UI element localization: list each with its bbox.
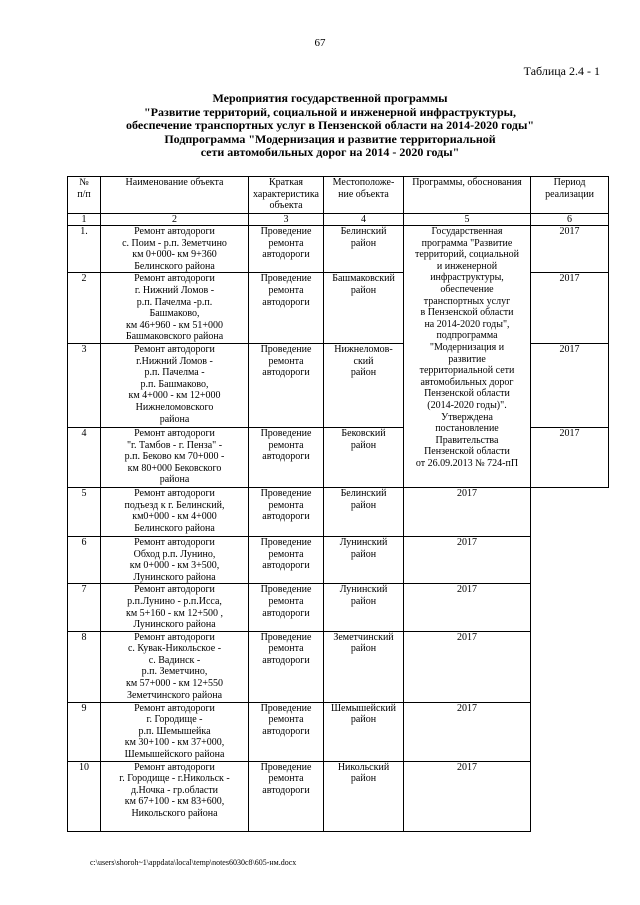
object-location: Бековский район — [324, 427, 404, 487]
table-row — [68, 536, 609, 583]
implementation-period: 2017 — [404, 536, 531, 583]
object-location: Белинский район — [324, 226, 404, 273]
table-row — [68, 226, 609, 273]
table-body — [68, 214, 609, 832]
column-number: 3 — [249, 214, 324, 226]
implementation-period: 2017 — [531, 343, 609, 427]
object-description: Проведение ремонта автодороги — [249, 427, 324, 487]
header-period: Период реализации — [531, 177, 609, 214]
object-description: Проведение ремонта автодороги — [249, 702, 324, 761]
object-name: Ремонт автодороги с. Поим - р.п. Земетчино км 0+000- км 9+360 Белинского района — [101, 226, 249, 273]
row-number: 9 — [68, 702, 101, 761]
object-location: Башмаковский район — [324, 273, 404, 344]
column-number: 2 — [101, 214, 249, 226]
object-name: Ремонт автодороги г. Нижний Ломов - р.п. Пачелма -р.п. Башмаково, км 46+960 - км 51+000 Башмаковского района — [101, 273, 249, 344]
title-line: сети автомобильных дорог на 2014 - 2020 годы" — [200, 145, 460, 159]
row-number: 4 — [68, 427, 101, 487]
object-name: Ремонт автодороги "г. Тамбов - г. Пенза" - р.п. Беково км 70+000 - км 80+000 Бековского района — [101, 427, 249, 487]
object-location: Шемышейский район — [324, 702, 404, 761]
implementation-period: 2017 — [404, 584, 531, 631]
document-title — [60, 92, 600, 160]
object-description: Проведение ремонта автодороги — [249, 584, 324, 631]
column-number: 1 — [68, 214, 101, 226]
object-location: Белинский район — [324, 487, 404, 536]
object-description: Проведение ремонта автодороги — [249, 761, 324, 831]
object-location: Земетчинский район — [324, 631, 404, 702]
table-row — [68, 487, 609, 536]
title-line: Мероприятия государственной программы — [212, 91, 448, 105]
object-description: Проведение ремонта автодороги — [249, 631, 324, 702]
column-number: 4 — [324, 214, 404, 226]
object-description: Проведение ремонта автодороги — [249, 536, 324, 583]
implementation-period: 2017 — [531, 226, 609, 273]
implementation-period: 2017 — [531, 427, 609, 487]
table-row — [68, 761, 609, 831]
header-location: Местоположе- ние объекта — [324, 177, 404, 214]
object-location: Никольский район — [324, 761, 404, 831]
column-number: 5 — [404, 214, 531, 226]
row-number: 8 — [68, 631, 101, 702]
object-name: Ремонт автодороги подъезд к г. Белинский, км0+000 - км 4+000 Белинского района — [101, 487, 249, 536]
measures-table — [67, 176, 609, 832]
object-name: Ремонт автодороги г. Городище - р.п. Шемышейка км 30+100 - км 37+000, Шемышейского района — [101, 702, 249, 761]
object-description: Проведение ремонта автодороги — [249, 343, 324, 427]
row-number: 1. — [68, 226, 101, 273]
header-row — [68, 177, 609, 214]
object-name: Ремонт автодороги Обход р.п. Лунино, км 0+000 - км 3+500, Лунинского района — [101, 536, 249, 583]
object-description: Проведение ремонта автодороги — [249, 226, 324, 273]
row-number: 10 — [68, 761, 101, 831]
page-number: 67 — [314, 37, 326, 49]
header-programs: Программы, обоснования — [404, 177, 531, 214]
implementation-period: 2017 — [404, 702, 531, 761]
table-reference: Таблица 2.4 - 1 — [523, 64, 600, 78]
row-number: 3 — [68, 343, 101, 427]
header-num: № п/п — [68, 177, 101, 214]
table-row — [68, 631, 609, 702]
object-name: Ремонт автодороги р.п.Лунино - р.п.Исса, км 5+160 - км 12+500 , Лунинского района — [101, 584, 249, 631]
object-location: Нижнеломов- ский район — [324, 343, 404, 427]
implementation-period: 2017 — [404, 631, 531, 702]
object-location: Лунинский район — [324, 536, 404, 583]
file-path-footer: c:\users\shoroh~1\appdata\local\temp\notes6030c8\605-нм.docx — [90, 858, 297, 867]
title-line: обеспечение транспортных услуг в Пензенской области на 2014-2020 годы" — [125, 118, 535, 132]
object-location: Лунинский район — [324, 584, 404, 631]
row-number: 7 — [68, 584, 101, 631]
object-name: Ремонт автодороги с. Кувак-Никольское - с. Вадинск - р.п. Земетчино, км 57+000 - км 12+550 Земетчинского района — [101, 631, 249, 702]
row-number: 2 — [68, 273, 101, 344]
table-row — [68, 584, 609, 631]
program-basis: Государственная программа "Развитие территорий, социальной и инженерной инфраструктуры, обеспечение транспортных услуг в Пензенской области на 2014-2020 годы", подпрограмма "Модернизация и развитие территориальной сети автомобильных дорог Пензенской области (2014-2020 годы)". Утверждена постановление Правительства Пензенской области от 26.09.2013 № 724-пП — [404, 226, 531, 488]
column-number: 6 — [531, 214, 609, 226]
row-number: 5 — [68, 487, 101, 536]
implementation-period: 2017 — [404, 487, 531, 536]
title-line: Подпрограмма "Модернизация и развитие территориальной — [164, 131, 496, 146]
object-description: Проведение ремонта автодороги — [249, 487, 324, 536]
implementation-period: 2017 — [404, 761, 531, 831]
table-row — [68, 702, 609, 761]
object-description: Проведение ремонта автодороги — [249, 273, 324, 344]
title-line: "Развитие территорий, социальной и инженерной инфраструктуры, — [144, 104, 516, 119]
header-description: Краткая характеристика объекта — [249, 177, 324, 214]
column-number-row — [68, 214, 609, 226]
implementation-period: 2017 — [531, 273, 609, 344]
object-name: Ремонт автодороги г.Нижний Ломов - р.п. Пачелма - р.п. Башмаково, км 4+000 - км 12+000 Нижнеломовского района — [101, 343, 249, 427]
row-number: 6 — [68, 536, 101, 583]
header-name: Наименование объекта — [101, 177, 249, 214]
object-name: Ремонт автодороги г. Городище - г.Никольск - д.Ночка - гр.области км 67+100 - км 83+600, Никольского района — [101, 761, 249, 831]
